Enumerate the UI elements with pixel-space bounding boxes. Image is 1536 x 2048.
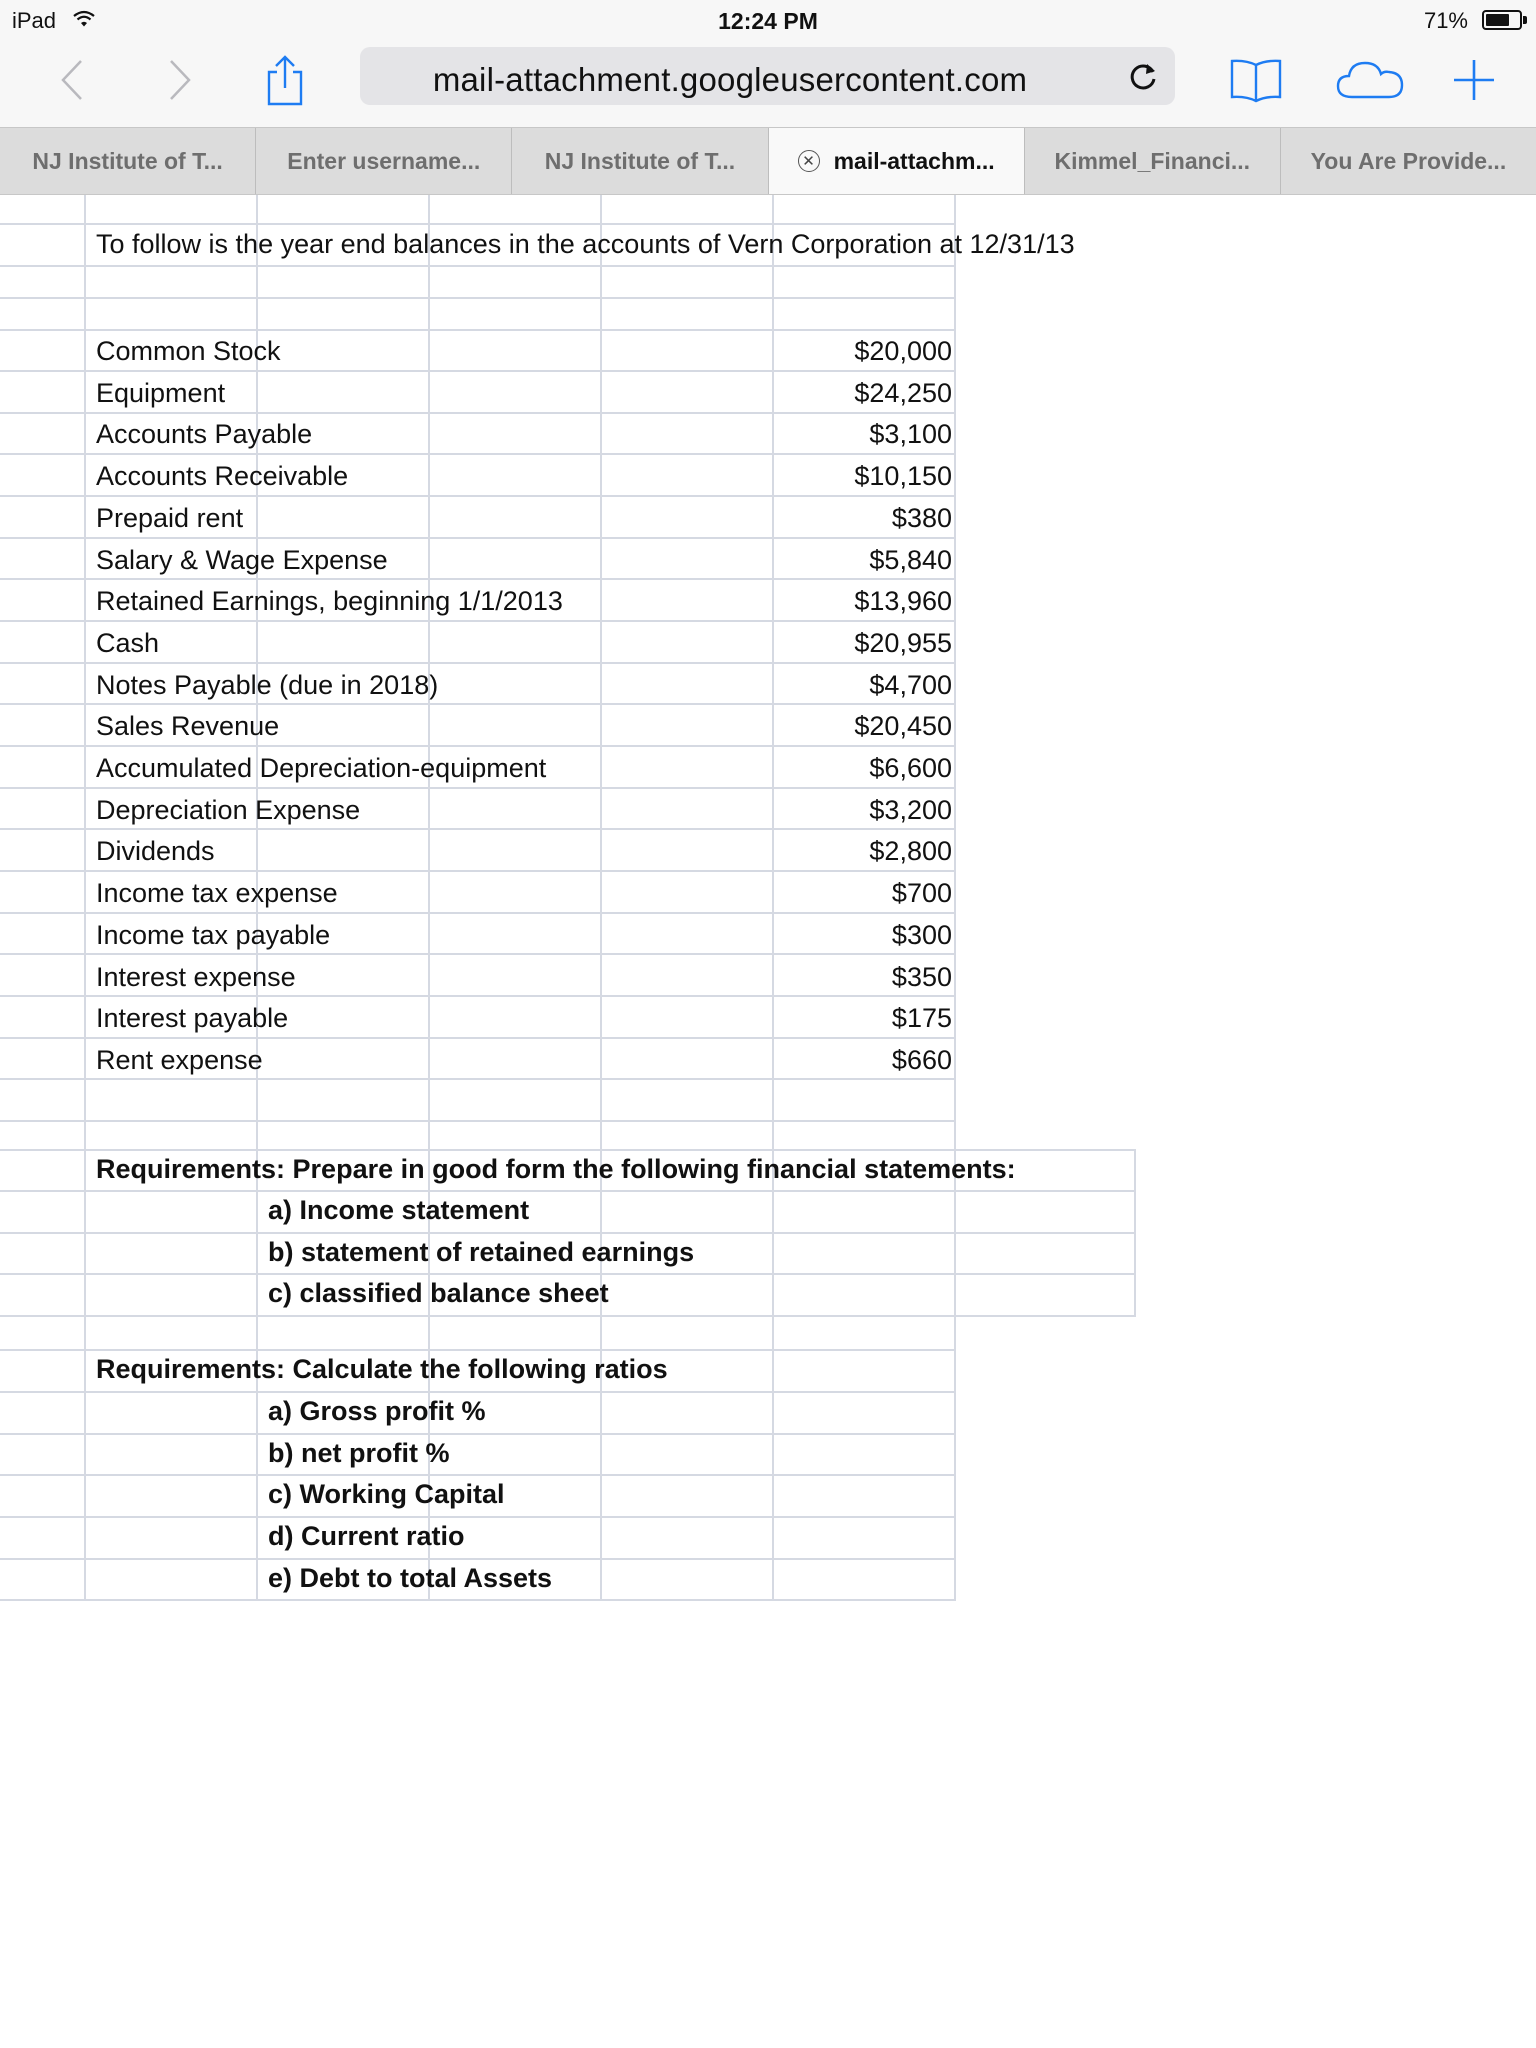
tab-nj-institute-1[interactable]: [0, 128, 256, 194]
account-amount: $4,700: [869, 670, 952, 700]
reload-icon[interactable]: [1125, 58, 1161, 94]
account-name: Accounts Payable: [96, 419, 313, 449]
cloud-tabs-icon: [1334, 57, 1406, 103]
account-amount: $24,250: [854, 378, 952, 408]
requirements-ratios-title: Requirements: Calculate the following ratios: [96, 1354, 668, 1384]
grid-line: [0, 265, 956, 267]
tab-enter-username[interactable]: [256, 128, 512, 194]
grid-line: [0, 1433, 956, 1435]
account-amount: $5,840: [869, 545, 952, 575]
account-amount: $20,450: [854, 711, 952, 741]
account-amount: $2,800: [869, 836, 952, 866]
account-amount: $380: [891, 503, 952, 533]
account-amount: $660: [891, 1045, 952, 1075]
tab-kimmel-financial[interactable]: [1025, 128, 1281, 194]
battery-tip: [1523, 16, 1527, 24]
grid-line: [0, 1120, 956, 1122]
requirement-income-statement: a) Income statement: [268, 1195, 530, 1225]
account-amount: $700: [891, 878, 952, 908]
share-button[interactable]: [262, 52, 308, 108]
battery-percent: 71%: [1423, 8, 1468, 33]
account-amount: $10,150: [854, 461, 952, 491]
new-tab-button[interactable]: [1450, 52, 1498, 108]
intro-text: To follow is the year end balances in the accounts of Vern Corporation at 12/31/13: [96, 229, 1075, 259]
account-name: Salary & Wage Expense: [96, 545, 388, 575]
grid-line: [954, 195, 956, 1599]
forward-icon: [167, 58, 193, 102]
tab-label: NJ Institute of T...: [544, 147, 736, 174]
back-button[interactable]: [52, 52, 92, 108]
account-name: Accumulated Depreciation-equipment: [96, 753, 547, 783]
tab-label: You Are Provide...: [1310, 147, 1507, 174]
url-text: mail-attachment.googleusercontent.com: [432, 61, 1028, 98]
grid-line: [84, 195, 86, 1599]
account-amount: $6,600: [869, 753, 952, 783]
account-amount: $175: [891, 1003, 952, 1033]
account-amount: $3,100: [869, 419, 952, 449]
account-name: Accounts Receivable: [96, 461, 349, 491]
account-amount: $20,955: [854, 628, 952, 658]
account-name: Income tax expense: [96, 878, 338, 908]
close-tab-icon[interactable]: ✕: [798, 150, 820, 172]
account-amount: $350: [891, 962, 952, 992]
tab-label: mail-attachm...: [833, 147, 995, 174]
requirements-statements-title: Requirements: Prepare in good form the following financial statements:: [96, 1154, 1016, 1184]
grid-line: [0, 297, 956, 299]
account-name: Retained Earnings, beginning 1/1/2013: [96, 586, 563, 616]
grid-line: [0, 1599, 956, 1601]
forward-button[interactable]: [160, 52, 200, 108]
account-name: Notes Payable (due in 2018): [96, 670, 439, 700]
account-name: Prepaid rent: [96, 503, 244, 533]
tab-label: NJ Institute of T...: [32, 147, 223, 174]
account-name: Depreciation Expense: [96, 795, 361, 825]
account-name: Cash: [96, 628, 160, 658]
tab-nj-institute-2[interactable]: [512, 128, 768, 194]
account-name: Equipment: [96, 378, 226, 408]
account-amount: $13,960: [854, 586, 952, 616]
account-amount: $3,200: [869, 795, 952, 825]
tab-label: Kimmel_Financi...: [1054, 147, 1251, 174]
browser-toolbar: [0, 42, 1536, 127]
status-bar: [0, 0, 1536, 42]
tab-you-are-provided[interactable]: [1281, 128, 1536, 194]
ratio-gross-profit: a) Gross profit %: [268, 1396, 486, 1426]
grid-line: [0, 1315, 1136, 1317]
tab-label: Enter username...: [287, 147, 481, 174]
ratio-net-profit: b) net profit %: [268, 1438, 450, 1468]
account-name: Income tax payable: [96, 920, 331, 950]
ratio-current-ratio: d) Current ratio: [268, 1521, 465, 1551]
ratio-debt-to-assets: e) Debt to total Assets: [268, 1563, 553, 1593]
back-icon: [59, 58, 85, 102]
device-label: iPad: [12, 8, 57, 33]
requirement-retained-earnings: b) statement of retained earnings: [268, 1237, 695, 1267]
account-name: Dividends: [96, 836, 215, 866]
account-name: Rent expense: [96, 1045, 263, 1075]
account-name: Common Stock: [96, 336, 281, 366]
grid-line: [0, 1516, 956, 1518]
battery-icon: [1482, 10, 1522, 30]
clock: 12:24 PM: [718, 8, 818, 34]
bookmarks-icon: [1228, 57, 1284, 103]
account-name: Interest expense: [96, 962, 296, 992]
address-bar[interactable]: [360, 47, 1175, 105]
grid-line: [0, 1190, 1136, 1192]
spreadsheet: [0, 195, 1536, 1595]
bookmarks-button[interactable]: [1228, 52, 1284, 108]
tab-mail-attachment[interactable]: [769, 128, 1025, 194]
share-icon: [264, 54, 306, 106]
ratio-working-capital: c) Working Capital: [268, 1479, 505, 1509]
account-amount: $20,000: [854, 336, 952, 366]
requirement-balance-sheet: c) classified balance sheet: [268, 1278, 609, 1308]
account-name: Interest payable: [96, 1003, 289, 1033]
new-tab-icon: [1452, 58, 1496, 102]
account-name: Sales Revenue: [96, 711, 280, 741]
tab-bar: [0, 127, 1536, 195]
cloud-tabs-button[interactable]: [1334, 52, 1406, 108]
account-amount: $300: [891, 920, 952, 950]
